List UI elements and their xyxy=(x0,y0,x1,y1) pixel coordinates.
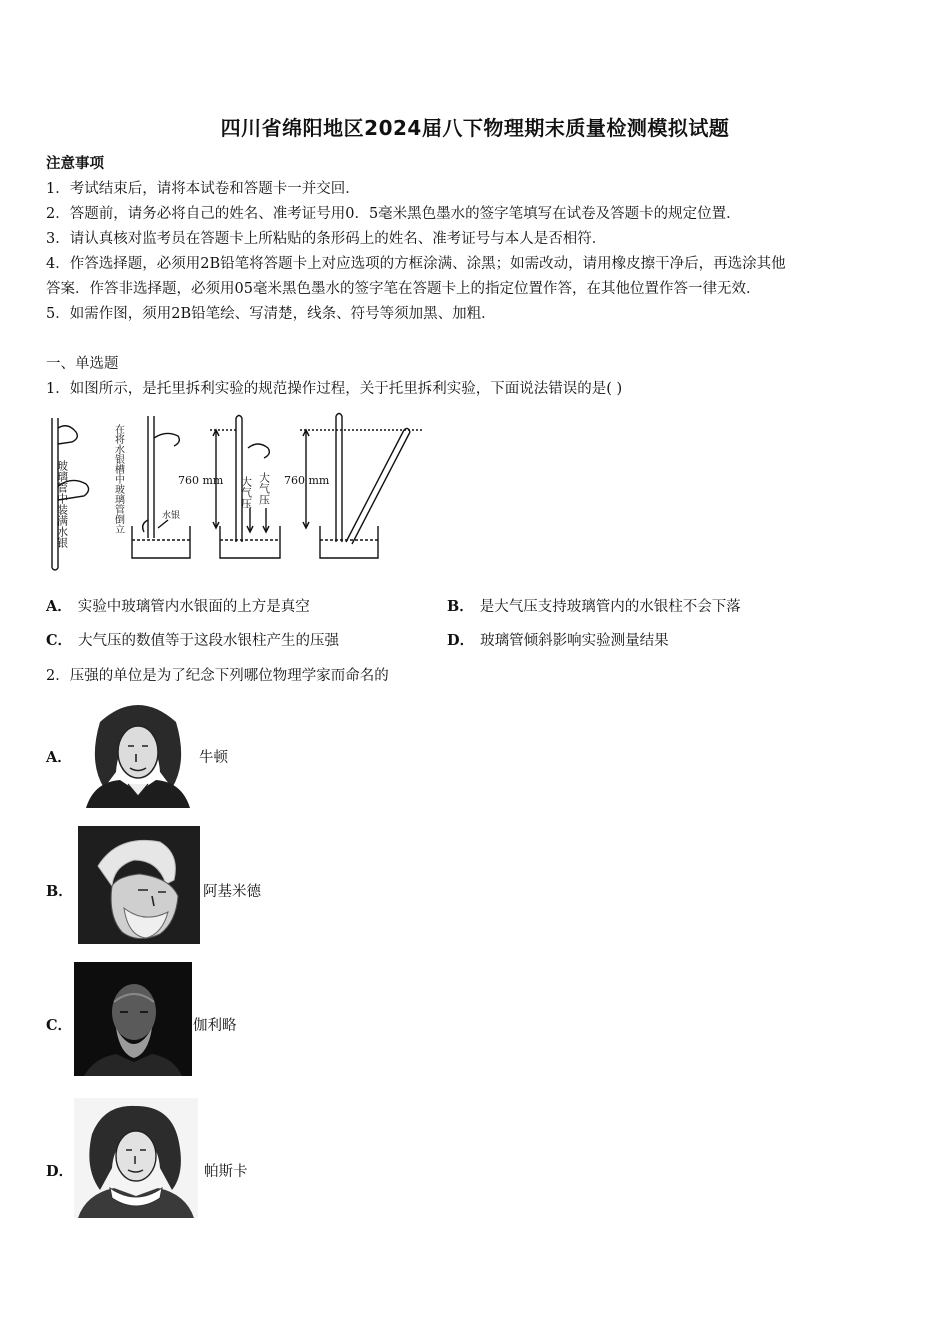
option-letter: A． xyxy=(46,598,72,615)
option-letter: B． xyxy=(447,598,474,615)
newton-portrait-image xyxy=(80,692,196,808)
archimedes-portrait-image xyxy=(78,826,200,944)
q2-option-d-text[interactable]: 帕斯卡 xyxy=(204,1164,248,1180)
q1-option-c[interactable] xyxy=(46,629,339,650)
figure-label-atm-b: 大气压 xyxy=(257,472,271,505)
q1-option-d[interactable] xyxy=(447,629,669,650)
notice-item: 答案．作答非选择题，必须用05毫米黑色墨水的签字笔在答题卡上的指定位置作答，在其他位置作答一律无效． xyxy=(46,281,761,297)
option-text: 玻璃管倾斜影响实验测量结果 xyxy=(480,633,669,649)
q2-option-c-text[interactable]: 伽利略 xyxy=(193,1018,237,1034)
q2-option-d-letter: D． xyxy=(46,1163,74,1180)
option-letter: D． xyxy=(447,632,475,649)
figure-label-760-a: 760 mm xyxy=(178,474,224,487)
q2-option-b-letter: B． xyxy=(46,883,73,900)
question-2-stem: 2．压强的单位是为了纪念下列哪位物理学家而命名的 xyxy=(46,668,389,684)
galileo-portrait-image xyxy=(74,962,192,1076)
notice-item: 3．请认真核对监考员在答题卡上所粘贴的条形码上的姓名、准考证号与本人是否相符． xyxy=(46,231,607,247)
notice-item: 5．如需作图，须用2B铅笔绘、写清楚，线条、符号等须加黑、加粗． xyxy=(46,306,496,322)
q1-option-b[interactable] xyxy=(447,595,741,616)
q2-option-c-letter: C． xyxy=(46,1017,73,1034)
option-letter: C． xyxy=(46,632,73,649)
q2-option-a-text[interactable]: 牛顿 xyxy=(199,750,228,766)
option-text: 是大气压支持玻璃管内的水银柱不会下落 xyxy=(479,599,741,615)
q2-option-b-text[interactable]: 阿基米德 xyxy=(203,884,261,900)
notice-item: 4．作答选择题，必须用2B铅笔将答题卡上对应选项的方框涂满、涂黑；如需改动，请用橡皮擦干净后，再选涂其他 xyxy=(46,256,786,272)
figure-label-atm-a: 大气压 xyxy=(239,476,253,509)
figure-label-mercury: 水银 xyxy=(162,511,181,521)
notice-heading: 注意事项 xyxy=(46,155,104,172)
q2-option-a-letter: A． xyxy=(46,749,72,766)
question-1-stem: 1．如图所示，是托里拆利实验的规范操作过程，关于托里拆利实验，下面说法错误的是( ) xyxy=(46,381,623,397)
figure-label-fill: 玻璃管中装满水银 xyxy=(55,460,69,548)
q1-option-a[interactable] xyxy=(46,595,310,616)
page-title: 四川省绵阳地区2024届八下物理期末质量检测模拟试题 xyxy=(220,116,730,140)
notice-item: 2．答题前，请务必将自己的姓名、准考证号用0．5毫米黑色墨水的签字笔填写在试卷及答题卡的规定位置． xyxy=(46,206,741,222)
option-text: 实验中玻璃管内水银面的上方是真空 xyxy=(77,599,310,615)
pascal-portrait-image xyxy=(74,1098,198,1218)
figure-label-760-b: 760 mm xyxy=(284,474,330,487)
section-heading: 一、单选题 xyxy=(46,356,119,372)
notice-item: 1．考试结束后，请将本试卷和答题卡一并交回． xyxy=(46,181,360,197)
figure-label-invert: 在将水银槽中玻璃管倒立 xyxy=(112,424,124,534)
option-text: 大气压的数值等于这段水银柱产生的压强 xyxy=(78,633,340,649)
torricelli-figure xyxy=(44,408,424,573)
